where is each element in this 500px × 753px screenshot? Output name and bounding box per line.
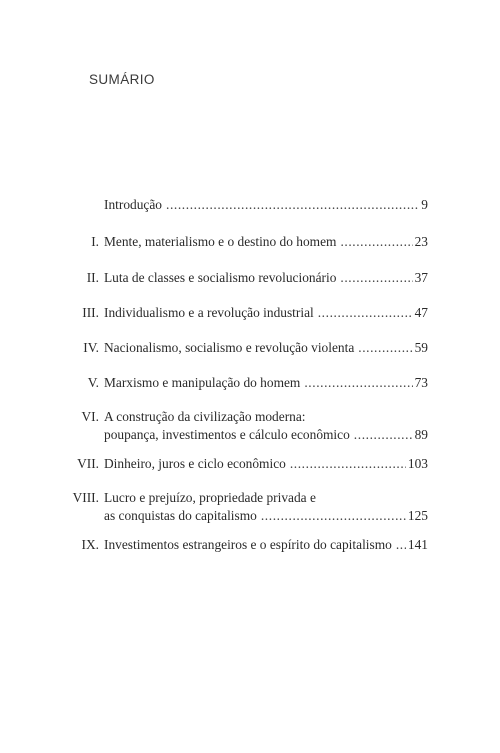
page-number: 103 [407, 456, 428, 471]
chapter-number: II. [86, 270, 99, 285]
chapter-title: Introdução [104, 197, 163, 212]
page-title: SUMÁRIO [89, 72, 155, 87]
dot-leader [318, 304, 413, 322]
page-number: 47 [414, 305, 428, 320]
page-number: 73 [414, 375, 428, 390]
chapter-title: Luta de classes e socialismo revolucionário [104, 270, 337, 285]
chapter-title: Mente, materialismo e o destino do homem [104, 234, 337, 249]
chapter-title-line-2: as conquistas do capitalismo [104, 508, 257, 523]
dot-leader [358, 339, 412, 357]
chapter-number: IV. [83, 340, 99, 355]
chapter-number: VIII. [72, 490, 99, 505]
dot-leader [354, 426, 413, 444]
page-number: 37 [414, 270, 428, 285]
page-number: 89 [414, 427, 428, 442]
chapter-title-line-2: poupança, investimentos e cálculo econômico [104, 427, 350, 442]
page-number: 59 [414, 340, 428, 355]
chapter-title: Individualismo e a revolução industrial [104, 305, 314, 320]
dot-leader [340, 233, 412, 251]
chapter-title-line-1: Lucro e prejuízo, propriedade privada e [104, 490, 316, 505]
chapter-number: III. [82, 305, 99, 320]
page-number: 23 [414, 234, 428, 249]
chapter-number: V. [87, 375, 99, 390]
chapter-title: Marxismo e manipulação do homem [104, 375, 301, 390]
chapter-number: IX. [81, 537, 99, 552]
chapter-title: Investimentos estrangeiros e o espírito do capitalismo [104, 537, 392, 552]
chapter-title-line-1: A construção da civilização moderna: [104, 409, 306, 424]
page-number: 9 [421, 197, 428, 212]
dot-leader [340, 269, 412, 287]
chapter-number: I. [91, 234, 99, 249]
chapter-title: Nacionalismo, socialismo e revolução violenta [104, 340, 355, 355]
dot-leader [304, 374, 412, 392]
chapter-number: VII. [77, 456, 99, 471]
dot-leader [396, 536, 406, 554]
page-number: 125 [407, 508, 428, 523]
chapter-number: VI. [81, 409, 99, 424]
dot-leader [290, 455, 406, 473]
chapter-title: Dinheiro, juros e ciclo econômico [104, 456, 286, 471]
dot-leader [261, 507, 406, 525]
page-number: 141 [407, 537, 428, 552]
dot-leader [166, 196, 419, 214]
